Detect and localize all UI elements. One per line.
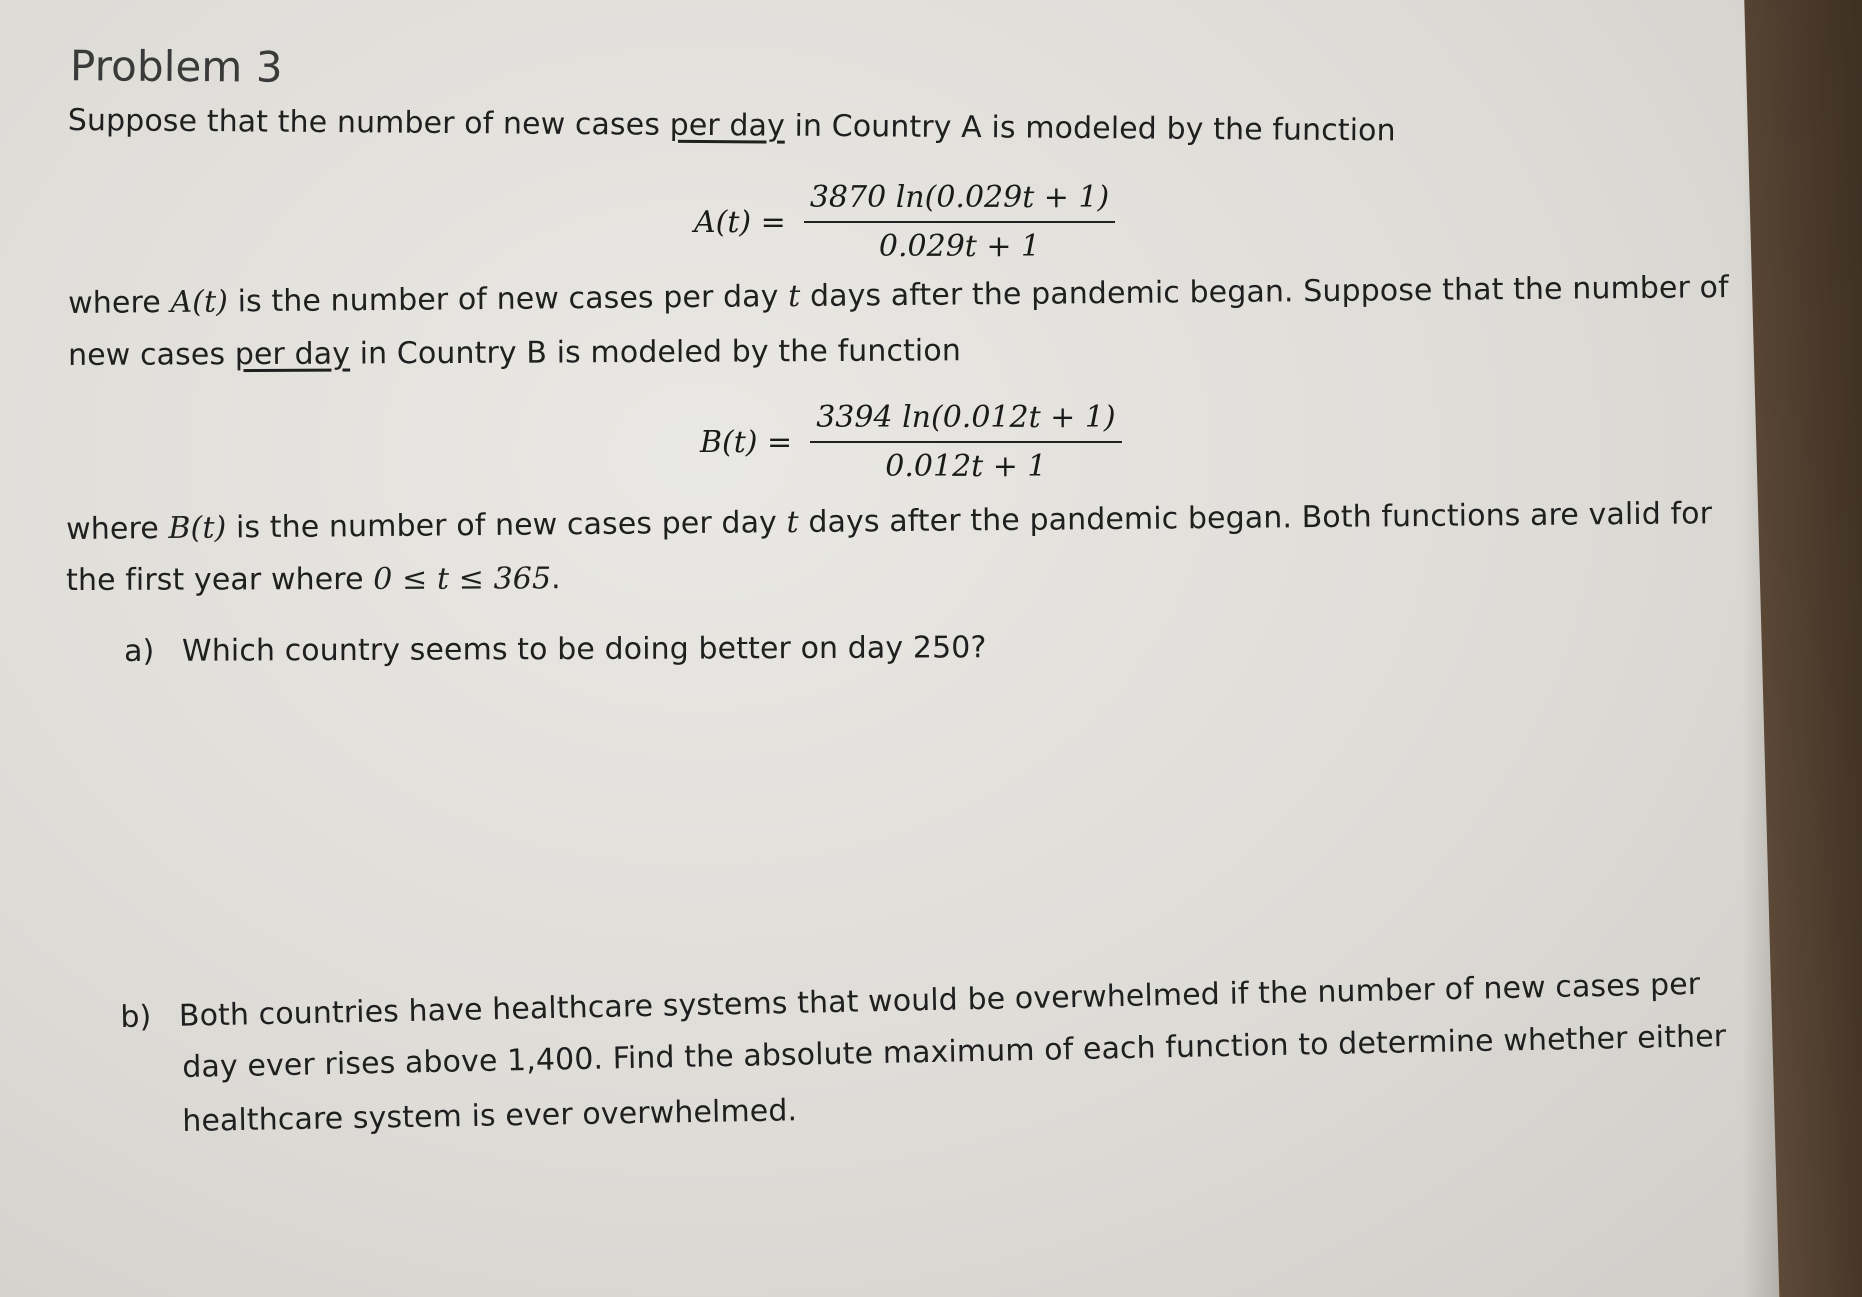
- formula-b-fraction: [810, 400, 1121, 484]
- para-b-line1-pre: where: [66, 511, 169, 547]
- para-b-math: B(t): [168, 510, 227, 547]
- intro-before: Suppose that the number of new cases: [67, 103, 670, 143]
- formula-a-numerator: 3870 ln(0.029t + 1): [804, 180, 1115, 223]
- formula-a-fraction: [804, 180, 1115, 264]
- part-a-label: a): [124, 633, 155, 669]
- part-b-line3: healthcare system is ever overwhelmed.: [182, 1093, 798, 1139]
- para-a-line1-pre: where: [68, 285, 171, 321]
- para-a-line1-post: is the number of new cases per day: [227, 279, 789, 320]
- para-b-line2-end: .: [551, 561, 561, 597]
- intro-text: [68, 103, 1396, 148]
- part-a-text: Which country seems to be doing better on day 250?: [181, 630, 987, 669]
- part-b-line2: day ever rises above 1,400. Find the absolute maximum of each function to determine whether either: [182, 1019, 1727, 1085]
- problem-title: Problem 3: [69, 41, 283, 92]
- intro-after: in Country A is modeled by the function: [784, 108, 1396, 149]
- para-b-line2-pre: the first year where: [66, 561, 374, 598]
- part-b-label: b): [120, 999, 152, 1035]
- part-b-line1-text: Both countries have healthcare systems that would be overwhelmed if the number of new cases per: [178, 966, 1701, 1034]
- para-b-line2: [66, 561, 561, 598]
- formula-b-lhs: B(t) =: [700, 424, 793, 460]
- para-a-t: t: [788, 278, 801, 315]
- formula-b: [700, 400, 1122, 484]
- para-b-range: 0 ≤ t ≤ 365: [373, 561, 552, 597]
- para-b-line1: [66, 496, 1712, 547]
- para-a-line2: [68, 333, 961, 373]
- para-b-t: t: [786, 504, 799, 541]
- formula-b-denominator: 0.012t + 1: [885, 449, 1047, 484]
- formula-a: [694, 180, 1115, 264]
- intro-underlined: per day: [669, 107, 786, 144]
- formula-a-lhs: A(t) =: [694, 204, 786, 240]
- para-a-line2-underlined: per day: [234, 336, 351, 373]
- para-b-line1-post: is the number of new cases per day: [226, 505, 787, 546]
- para-a-line1-end: days after the pandemic began. Suppose that the number of: [800, 270, 1729, 314]
- para-a-line1: [68, 270, 1729, 321]
- part-a: [124, 630, 987, 669]
- para-a-math: A(t): [170, 284, 229, 321]
- formula-a-denominator: 0.029t + 1: [878, 229, 1041, 264]
- para-a-line2-pre: new cases: [68, 337, 235, 373]
- para-b-line1-end: days after the pandemic began. Both functions are valid for: [798, 496, 1713, 540]
- formula-b-numerator: 3394 ln(0.012t + 1): [810, 400, 1121, 443]
- para-a-line2-post: in Country B is modeled by the function: [349, 333, 961, 372]
